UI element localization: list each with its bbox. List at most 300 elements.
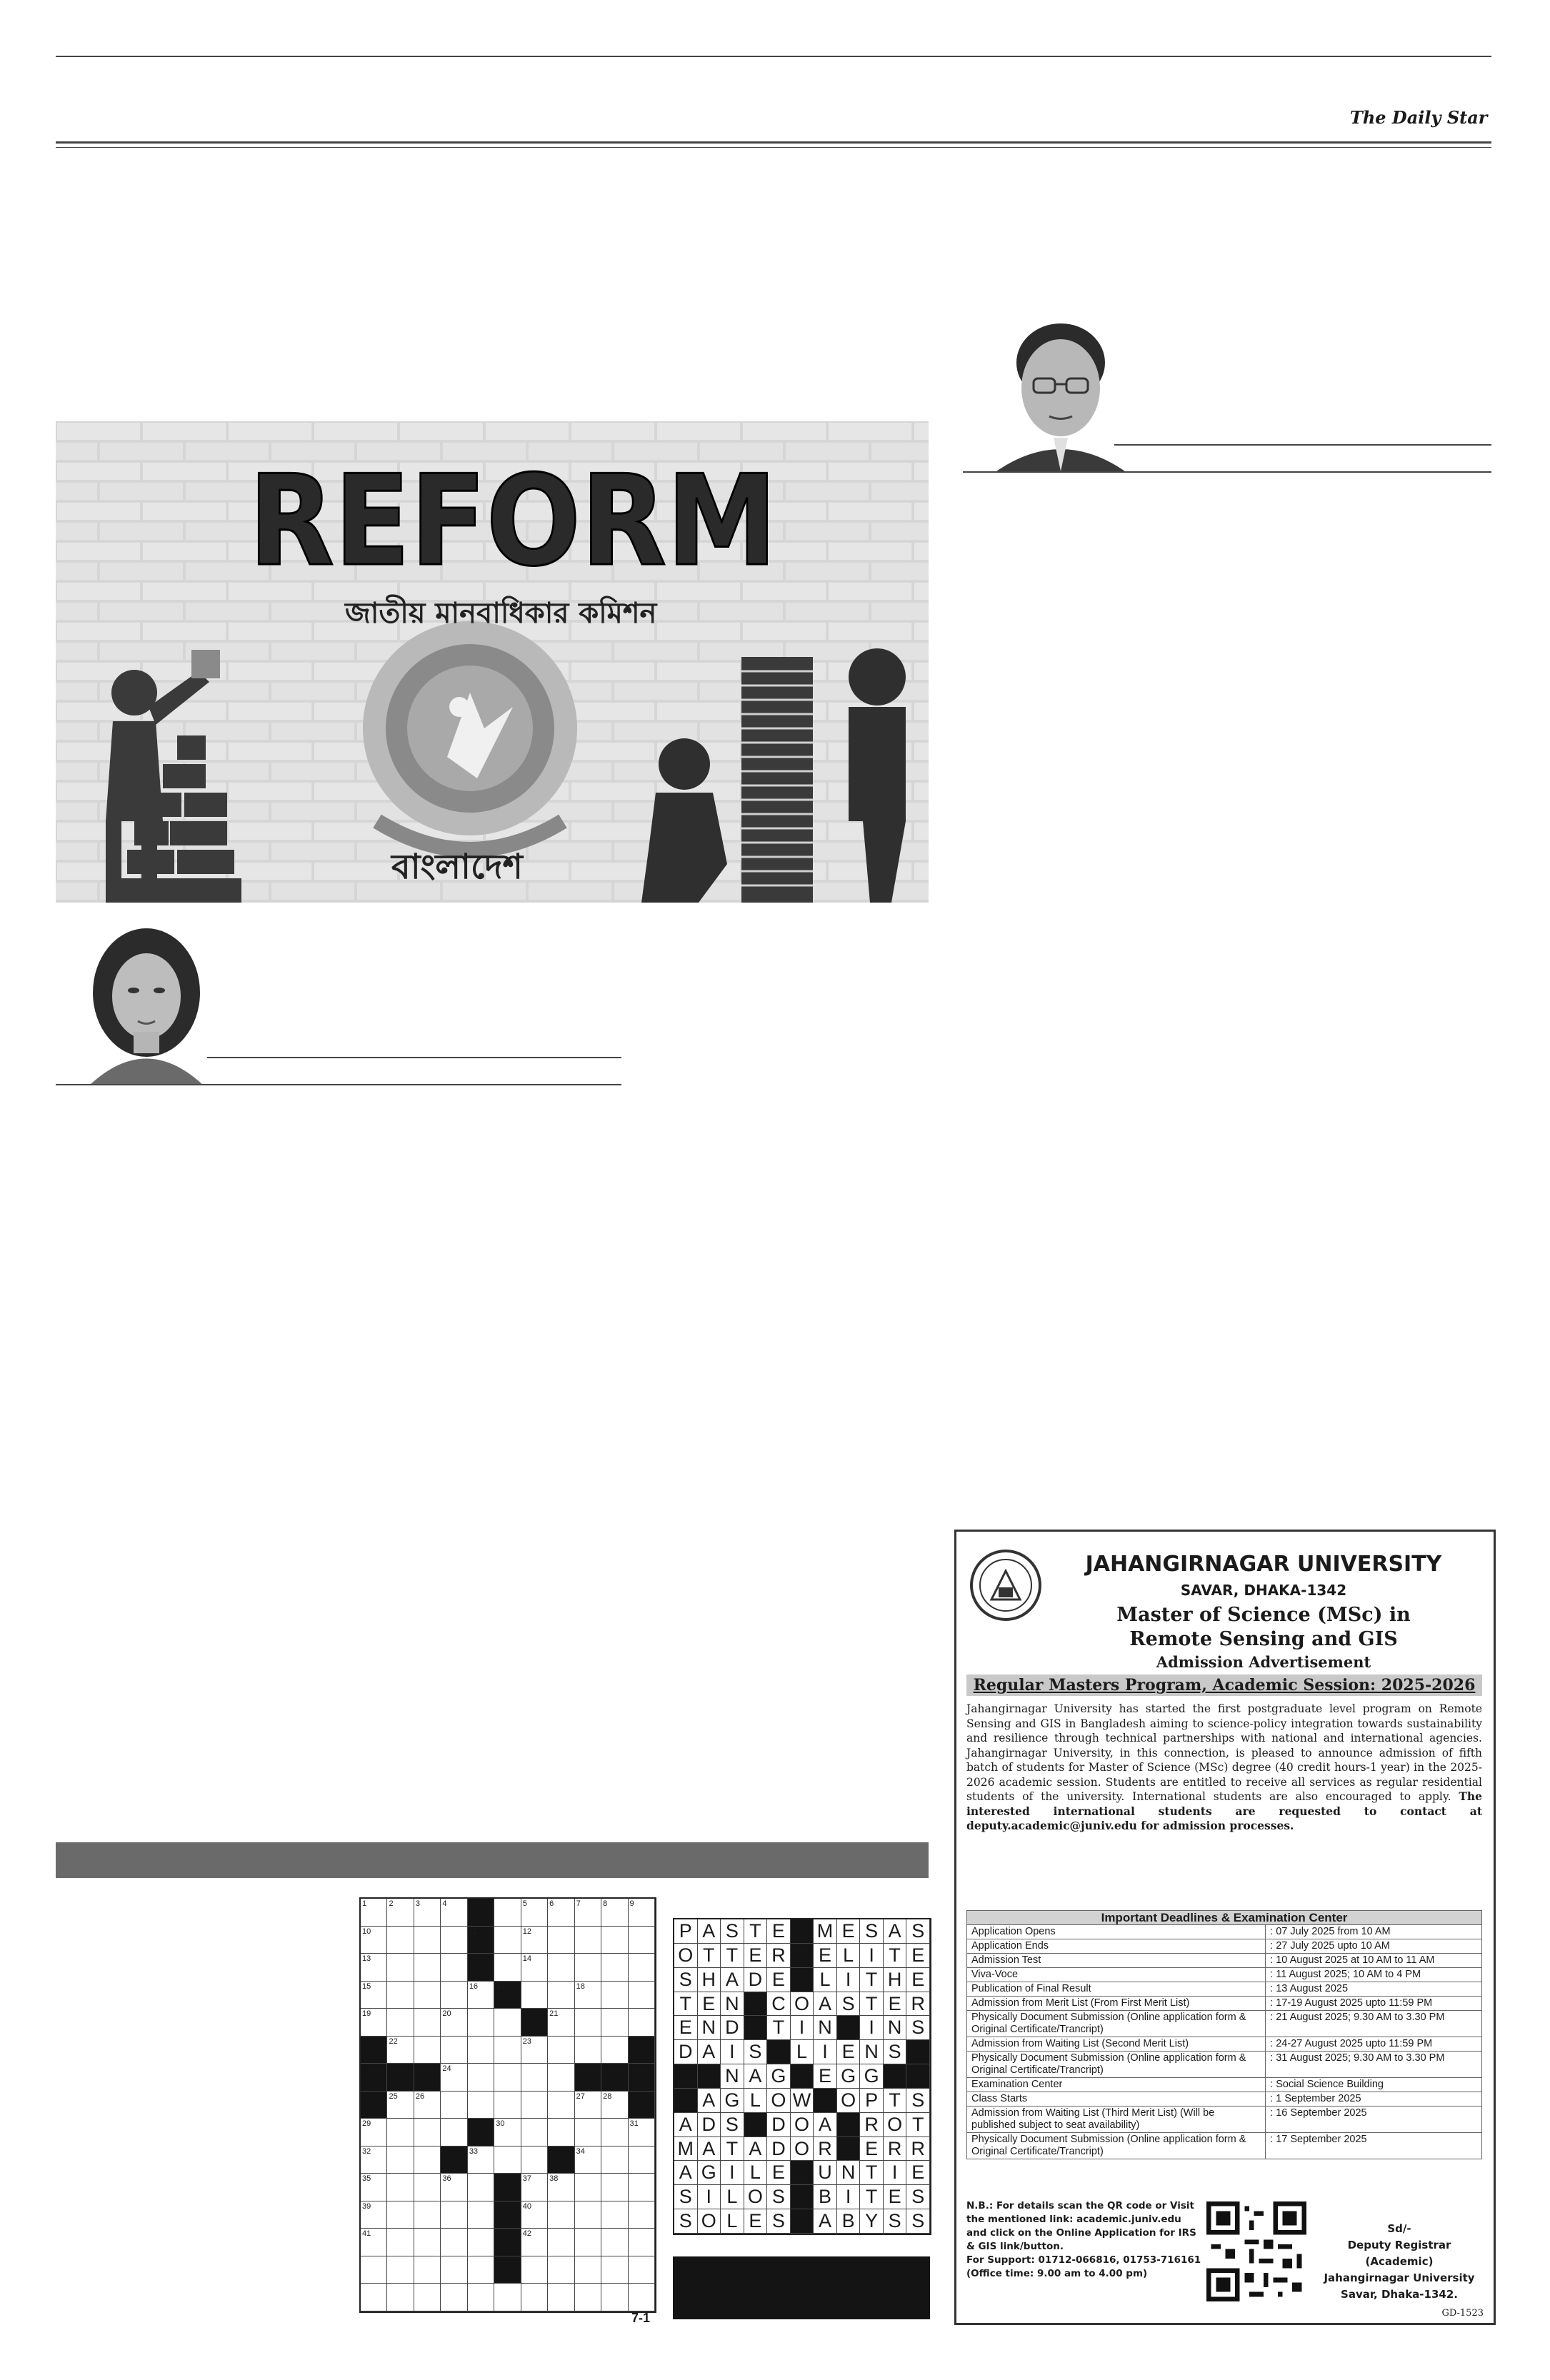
crossword-cell xyxy=(601,2201,628,2229)
crossword-cell xyxy=(629,1982,655,2009)
solution-footer-block xyxy=(673,2256,930,2319)
solution-letter: R xyxy=(906,2137,930,2161)
crossword-clue-number: 1 xyxy=(362,1899,367,1908)
crossword-cell xyxy=(468,2284,494,2311)
solution-letter: D xyxy=(767,2137,791,2161)
solution-letter: E xyxy=(767,2161,791,2185)
deadline-item: Class Starts xyxy=(967,2092,1266,2107)
solution-letter: E xyxy=(884,2185,907,2209)
crossword-cell xyxy=(414,1954,441,1982)
byline-rule-4 xyxy=(963,471,1491,473)
crossword-cell xyxy=(601,2009,628,2037)
solution-letter: A xyxy=(674,2161,698,2185)
solution-letter: R xyxy=(906,1992,930,2017)
reform-headline: REFORM xyxy=(249,449,777,594)
deadline-value: : 11 August 2025; 10 AM to 4 PM xyxy=(1266,1968,1482,1982)
deadline-value: : 27 July 2025 upto 10 AM xyxy=(1266,1939,1482,1954)
ad-session-banner: Regular Masters Program, Academic Session: 2025-2026 xyxy=(966,1674,1482,1696)
solution-block xyxy=(791,2161,814,2185)
solution-letter: P xyxy=(674,1919,698,1944)
crossword-cell xyxy=(441,2229,467,2256)
crossword-cell xyxy=(521,2284,548,2311)
ad-office-time: (Office time: 9.00 am to 4.00 pm) xyxy=(966,2268,1148,2279)
crossword-cell xyxy=(361,2037,387,2064)
solution-letter: L xyxy=(721,2209,744,2234)
crossword-cell xyxy=(468,2256,494,2284)
deadline-row xyxy=(967,1939,1482,1954)
crossword-clue-number: 38 xyxy=(549,2174,559,2184)
masthead-logo: The Daily Star xyxy=(1350,107,1488,128)
solution-letter: T xyxy=(744,1919,768,1944)
crossword-clue-number: 41 xyxy=(362,2229,371,2239)
crossword-cell xyxy=(575,1927,601,1954)
solution-block xyxy=(884,2064,907,2089)
solution-letter: E xyxy=(744,1944,768,1968)
deadline-item: Examination Center xyxy=(967,2078,1266,2092)
solution-block xyxy=(698,2064,721,2089)
crossword-cell xyxy=(629,2256,655,2284)
crossword-cell xyxy=(548,2229,574,2256)
crossword-cell xyxy=(387,2284,414,2311)
crossword-cell xyxy=(387,2229,414,2256)
deadline-item: Admission from Waiting List (Second Merit List) xyxy=(967,2037,1266,2052)
crossword-cell xyxy=(361,2256,387,2284)
byline-rule-1 xyxy=(207,1057,621,1058)
deadline-item: Publication of Final Result xyxy=(967,1982,1266,1997)
crossword-cell xyxy=(468,2092,494,2119)
solution-letter: E xyxy=(837,1919,861,1944)
solution-letter: E xyxy=(906,2161,930,2185)
deadline-item: Admission from Merit List (From First Merit List) xyxy=(967,1997,1266,2011)
deadline-item: Viva-Voce xyxy=(967,1968,1266,1982)
university-seal-logo xyxy=(966,1546,1045,1625)
deadline-value: : 10 August 2025 at 10 AM to 11 AM xyxy=(1266,1954,1482,1968)
solution-letter: D xyxy=(744,1968,768,1992)
crossword-cell xyxy=(629,2037,655,2064)
reform-illustration xyxy=(56,421,929,903)
crossword-cell xyxy=(548,2119,574,2146)
crossword-cell xyxy=(575,1954,601,1982)
crossword-cell xyxy=(414,2201,441,2229)
deadline-value: : 1 September 2025 xyxy=(1266,2092,1482,2107)
crossword-cell xyxy=(441,1982,467,2009)
deadline-row xyxy=(967,2133,1482,2159)
solution-letter: T xyxy=(674,1992,698,2017)
header-rule-thin xyxy=(56,147,1491,148)
deadline-value: : 24-27 August 2025 upto 11:59 PM xyxy=(1266,2037,1482,2052)
crossword-cell xyxy=(575,2119,601,2146)
crossword-cell xyxy=(629,1954,655,1982)
crossword-cell xyxy=(575,2256,601,2284)
crossword-cell xyxy=(494,2092,521,2119)
solution-letter: M xyxy=(814,1919,837,1944)
crossword-cell xyxy=(521,1982,548,2009)
header-rule-thick xyxy=(56,141,1491,144)
crossword-cell xyxy=(494,1954,521,1982)
crossword-cell xyxy=(575,2201,601,2229)
crossword-cell xyxy=(468,2201,494,2229)
crossword-cell xyxy=(494,2256,521,2284)
solution-letter: I xyxy=(837,2185,861,2209)
deadline-row xyxy=(967,2078,1482,2092)
solution-letter: O xyxy=(791,1992,814,2017)
crossword-clue-number: 42 xyxy=(522,2229,531,2239)
crossword-clue-number: 10 xyxy=(362,1927,371,1936)
top-rule xyxy=(56,56,1491,57)
ad-sign-title: Deputy Registrar (Academic) xyxy=(1347,2239,1451,2268)
solution-block xyxy=(791,2185,814,2209)
crossword-cell xyxy=(548,2256,574,2284)
solution-block xyxy=(744,1992,768,2017)
crossword-clue-number: 36 xyxy=(442,2174,451,2184)
solution-letter: E xyxy=(906,1944,930,1968)
crossword-cell xyxy=(548,2064,574,2092)
deadlines-table xyxy=(966,1910,1482,2159)
crossword-cell xyxy=(441,2092,467,2119)
crossword-cell xyxy=(521,2146,548,2174)
crossword-cell xyxy=(601,2037,628,2064)
solution-letter: A xyxy=(814,1992,837,2017)
solution-letter: I xyxy=(860,2016,884,2040)
ad-note-text: N.B.: For details scan the QR code or Visit the mentioned link: academic.juniv.edu and click on the Online Application for IRS & GIS link/button. xyxy=(966,2200,1196,2252)
crossword-cell xyxy=(548,1927,574,1954)
solution-letter: S xyxy=(767,2185,791,2209)
solution-letter: S xyxy=(906,2185,930,2209)
solution-letter: S xyxy=(674,1968,698,1992)
solution-letter: A xyxy=(884,1919,907,1944)
solution-letter: N xyxy=(698,2016,721,2040)
crossword-clue-number: 16 xyxy=(469,1982,479,1991)
crossword-grid xyxy=(359,1897,656,2313)
crossword-clue-number: 32 xyxy=(362,2146,371,2156)
crossword-clue-number: 21 xyxy=(549,2009,559,2019)
crossword-cell xyxy=(414,2009,441,2037)
solution-letter: B xyxy=(837,2209,861,2234)
crossword-cell xyxy=(494,2009,521,2037)
solution-block xyxy=(791,1944,814,1968)
byline-rule-2 xyxy=(56,1084,621,1085)
solution-letter: R xyxy=(814,2137,837,2161)
solution-letter: A xyxy=(814,2113,837,2137)
solution-letter: P xyxy=(860,2089,884,2113)
crossword-header-bar xyxy=(56,1842,929,1878)
solution-letter: G xyxy=(860,2064,884,2089)
author-portrait-female xyxy=(75,925,218,1085)
crossword-cell xyxy=(414,2256,441,2284)
deadline-item: Physically Document Submission (Online application form & Original Certificate/Trancript) xyxy=(967,2052,1266,2078)
deadline-value: : 17-19 August 2025 upto 11:59 PM xyxy=(1266,1997,1482,2011)
solution-letter: N xyxy=(721,2064,744,2089)
crossword-clue-number: 8 xyxy=(603,1899,608,1908)
crossword-cell xyxy=(441,2037,467,2064)
crossword-cell xyxy=(494,2064,521,2092)
crossword-clue-number: 9 xyxy=(629,1899,634,1908)
deadline-row xyxy=(967,1982,1482,1997)
solution-letter: S xyxy=(906,2016,930,2040)
crossword-cell xyxy=(521,2119,548,2146)
solution-letter: A xyxy=(744,2137,768,2161)
university-advertisement xyxy=(954,1530,1496,2325)
ad-admission-heading: Admission Advertisement xyxy=(1156,1653,1371,1671)
deadline-item: Admission Test xyxy=(967,1954,1266,1968)
crossword-cell xyxy=(387,2064,414,2092)
crossword-cell xyxy=(441,2201,467,2229)
crossword-cell xyxy=(414,2229,441,2256)
solution-block xyxy=(791,2064,814,2089)
deadline-row xyxy=(967,1954,1482,1968)
solution-letter: T xyxy=(860,2161,884,2185)
solution-letter: O xyxy=(674,1944,698,1968)
crossword-cell xyxy=(414,2284,441,2311)
solution-letter: I xyxy=(814,2040,837,2064)
crossword-clue-number: 12 xyxy=(522,1927,531,1936)
crossword-cell xyxy=(629,2229,655,2256)
crossword-clue-number: 25 xyxy=(389,2092,398,2101)
crossword-clue-number: 34 xyxy=(576,2146,585,2156)
solution-block xyxy=(814,2089,837,2113)
solution-letter: I xyxy=(791,2016,814,2040)
solution-block xyxy=(674,2064,698,2089)
solution-letter: T xyxy=(884,1944,907,1968)
crossword-clue-number: 22 xyxy=(389,2037,398,2046)
solution-letter: B xyxy=(814,2185,837,2209)
crossword-cell xyxy=(601,1954,628,1982)
crossword-cell xyxy=(387,2201,414,2229)
deadline-value: : 07 July 2025 from 10 AM xyxy=(1266,1925,1482,1939)
crossword-clue-number: 31 xyxy=(629,2119,639,2129)
solution-letter: S xyxy=(906,1919,930,1944)
solution-block xyxy=(744,2113,768,2137)
deadline-row xyxy=(967,1925,1482,1939)
solution-letter: S xyxy=(674,2209,698,2234)
crossword-clue-number: 27 xyxy=(576,2092,585,2101)
deadline-row xyxy=(967,2107,1482,2133)
crossword-cell xyxy=(494,2037,521,2064)
crossword-cell xyxy=(468,1899,494,1927)
crossword-cell xyxy=(521,2009,548,2037)
solution-letter: R xyxy=(884,2137,907,2161)
crossword-clue-number: 24 xyxy=(442,2064,451,2074)
solution-letter: L xyxy=(744,2089,768,2113)
crossword-cell xyxy=(629,2009,655,2037)
solution-block xyxy=(791,1919,814,1944)
crossword-cell xyxy=(601,1982,628,2009)
solution-letter: T xyxy=(906,2113,930,2137)
solution-letter: S xyxy=(767,2209,791,2234)
deadline-item: Application Ends xyxy=(967,1939,1266,1954)
solution-letter: L xyxy=(791,2040,814,2064)
solution-letter: L xyxy=(721,2185,744,2209)
deadline-value: : 17 September 2025 xyxy=(1266,2133,1482,2159)
crossword-cell xyxy=(414,1927,441,1954)
crossword-cell xyxy=(521,2064,548,2092)
country-text: বাংলাদেশ xyxy=(391,847,523,887)
solution-letter: A xyxy=(674,2113,698,2137)
solution-letter: I xyxy=(860,1944,884,1968)
solution-letter: L xyxy=(744,2161,768,2185)
crossword-clue-number: 13 xyxy=(362,1954,371,1964)
crossword-cell xyxy=(468,2229,494,2256)
solution-letter: I xyxy=(884,2161,907,2185)
solution-letter: W xyxy=(791,2089,814,2113)
solution-letter: G xyxy=(837,2064,861,2089)
crossword-clue-number: 26 xyxy=(415,2092,425,2101)
solution-letter: C xyxy=(767,1992,791,2017)
solution-letter: O xyxy=(791,2113,814,2137)
crossword-cell xyxy=(575,2009,601,2037)
crossword-cell xyxy=(414,2037,441,2064)
ad-sign-sd: Sd/- xyxy=(1387,2222,1411,2235)
solution-letter: I xyxy=(721,2161,744,2185)
crossword-clue-number: 37 xyxy=(522,2174,531,2184)
solution-letter: A xyxy=(698,1919,721,1944)
crossword-cell xyxy=(521,2256,548,2284)
solution-letter: A xyxy=(698,2137,721,2161)
crossword-cell xyxy=(441,2284,467,2311)
solution-letter: A xyxy=(814,2209,837,2234)
ad-location: SAVAR, DHAKA-1342 xyxy=(1180,1582,1347,1599)
solution-letter: D xyxy=(674,2040,698,2064)
solution-letter: T xyxy=(860,1968,884,1992)
solution-letter: T xyxy=(860,1992,884,2017)
crossword-cell xyxy=(468,2037,494,2064)
solution-letter: E xyxy=(674,2016,698,2040)
crossword-clue-number: 30 xyxy=(496,2119,505,2129)
solution-letter: N xyxy=(837,2161,861,2185)
solution-letter: I xyxy=(698,2185,721,2209)
crossword-cell xyxy=(601,2119,628,2146)
solution-letter: I xyxy=(837,1968,861,1992)
solution-letter: N xyxy=(814,2016,837,2040)
crossword-cell xyxy=(575,2037,601,2064)
crossword-clue-number: 3 xyxy=(415,1899,421,1908)
ad-body-text xyxy=(966,1702,1482,1834)
crossword-clue-number: 29 xyxy=(362,2119,371,2129)
crossword-clue-number: 28 xyxy=(603,2092,612,2101)
crossword-cell xyxy=(414,2146,441,2174)
solution-letter: S xyxy=(906,2089,930,2113)
deadline-item: Admission from Waiting List (Third Merit List) (Will be published subject to seat availability) xyxy=(967,2107,1266,2133)
ad-sign-org: Jahangirnagar University xyxy=(1324,2271,1475,2284)
solution-letter: O xyxy=(767,2089,791,2113)
crossword-cell xyxy=(629,1927,655,1954)
byline-rule-3 xyxy=(1114,444,1491,446)
deadline-row xyxy=(967,1968,1482,1982)
crossword-solution-grid xyxy=(673,1918,931,2235)
solution-block xyxy=(674,2089,698,2113)
deadline-value: : 16 September 2025 xyxy=(1266,2107,1482,2133)
crossword-cell xyxy=(548,2092,574,2119)
crossword-clue-number: 23 xyxy=(522,2037,531,2046)
crossword-cell xyxy=(575,2229,601,2256)
solution-letter: L xyxy=(837,1944,861,1968)
solution-letter: N xyxy=(721,1992,744,2017)
solution-letter: E xyxy=(744,2209,768,2234)
solution-letter: E xyxy=(698,1992,721,2017)
deadline-value: : Social Science Building xyxy=(1266,2078,1482,2092)
crossword-cell xyxy=(387,1927,414,1954)
crossword-cell xyxy=(548,2146,574,2174)
solution-letter: A xyxy=(698,2089,721,2113)
solution-letter: D xyxy=(721,2016,744,2040)
crossword-clue-number: 14 xyxy=(522,1954,531,1964)
ad-note xyxy=(966,2199,1202,2281)
crossword-cell xyxy=(387,2146,414,2174)
crossword-cell xyxy=(575,2284,601,2311)
solution-letter: T xyxy=(698,1944,721,1968)
crossword-cell xyxy=(387,2256,414,2284)
crossword-cell xyxy=(441,1927,467,1954)
author-portrait-male xyxy=(996,320,1125,471)
solution-letter: M xyxy=(674,2137,698,2161)
crossword-cell xyxy=(441,1954,467,1982)
solution-letter: O xyxy=(791,2137,814,2161)
crossword-cell xyxy=(629,2201,655,2229)
crossword-clue-number: 11 xyxy=(469,1927,478,1936)
solution-letter: Y xyxy=(860,2209,884,2234)
crossword-clue-number: 35 xyxy=(362,2174,371,2184)
solution-letter: S xyxy=(721,2113,744,2137)
solution-letter: G xyxy=(698,2161,721,2185)
crossword-clue-number: 20 xyxy=(442,2009,451,2019)
crossword-clue-number: 33 xyxy=(469,2146,479,2156)
crossword-cell xyxy=(468,2009,494,2037)
solution-letter: E xyxy=(767,1968,791,1992)
solution-letter: S xyxy=(837,1992,861,2017)
qr-code[interactable] xyxy=(1206,2201,1306,2301)
crossword-cell xyxy=(494,1927,521,1954)
crossword-cell xyxy=(548,2037,574,2064)
crossword-clue-number: 4 xyxy=(442,1899,447,1908)
solution-block xyxy=(837,2016,861,2040)
ad-sign-address: Savar, Dhaka-1342. xyxy=(1341,2288,1458,2301)
crossword-cell xyxy=(468,2174,494,2201)
solution-letter: E xyxy=(860,2137,884,2161)
solution-letter: A xyxy=(698,2040,721,2064)
solution-letter: H xyxy=(698,1968,721,1992)
solution-block xyxy=(906,2064,930,2089)
crossword-cell xyxy=(601,2229,628,2256)
solution-letter: G xyxy=(767,2064,791,2089)
solution-letter: A xyxy=(721,1968,744,1992)
crossword-clue-number: 7 xyxy=(576,1899,581,1908)
solution-letter: H xyxy=(884,1968,907,1992)
deadlines-table-title: Important Deadlines & Examination Center xyxy=(967,1911,1482,1925)
solution-block xyxy=(791,1968,814,1992)
crossword-cell xyxy=(629,2092,655,2119)
deadline-row xyxy=(967,2052,1482,2078)
solution-letter: S xyxy=(906,2209,930,2234)
crossword-clue-number: 2 xyxy=(389,1899,394,1908)
crossword-cell xyxy=(601,2284,628,2311)
deadline-item: Application Opens xyxy=(967,1925,1266,1939)
solution-letter: E xyxy=(814,2064,837,2089)
crossword-cell xyxy=(468,2119,494,2146)
solution-letter: E xyxy=(837,2040,861,2064)
crossword-cell xyxy=(548,2284,574,2311)
crossword-cell xyxy=(387,2174,414,2201)
deadline-value: : 31 August 2025; 9.30 AM to 3.30 PM xyxy=(1266,2052,1482,2078)
solution-letter: S xyxy=(884,2040,907,2064)
crossword-cell xyxy=(441,2256,467,2284)
solution-letter: D xyxy=(767,2113,791,2137)
solution-letter: N xyxy=(884,2016,907,2040)
deadline-row xyxy=(967,2011,1482,2037)
crossword-cell xyxy=(548,1982,574,2009)
ad-body-paragraph: Jahangirnagar University has started the first postgraduate level program on Remote Sensing and GIS in Bangladesh aiming to science-policy integration towards sustainability and resilience through technical partnerships with national and international agencies. Jahangirnagar University, in this connection, is pleased to announce admission of fifth batch of students for Master of Science (MSc) degree (40 credit hours-1 year) in the 2025-2026 academic session. Students are entitled to receive all services as regular residential students of the university. International students are also encouraged to apply. xyxy=(966,1702,1482,1803)
crossword-cell xyxy=(441,2146,467,2174)
solution-letter: E xyxy=(767,1919,791,1944)
